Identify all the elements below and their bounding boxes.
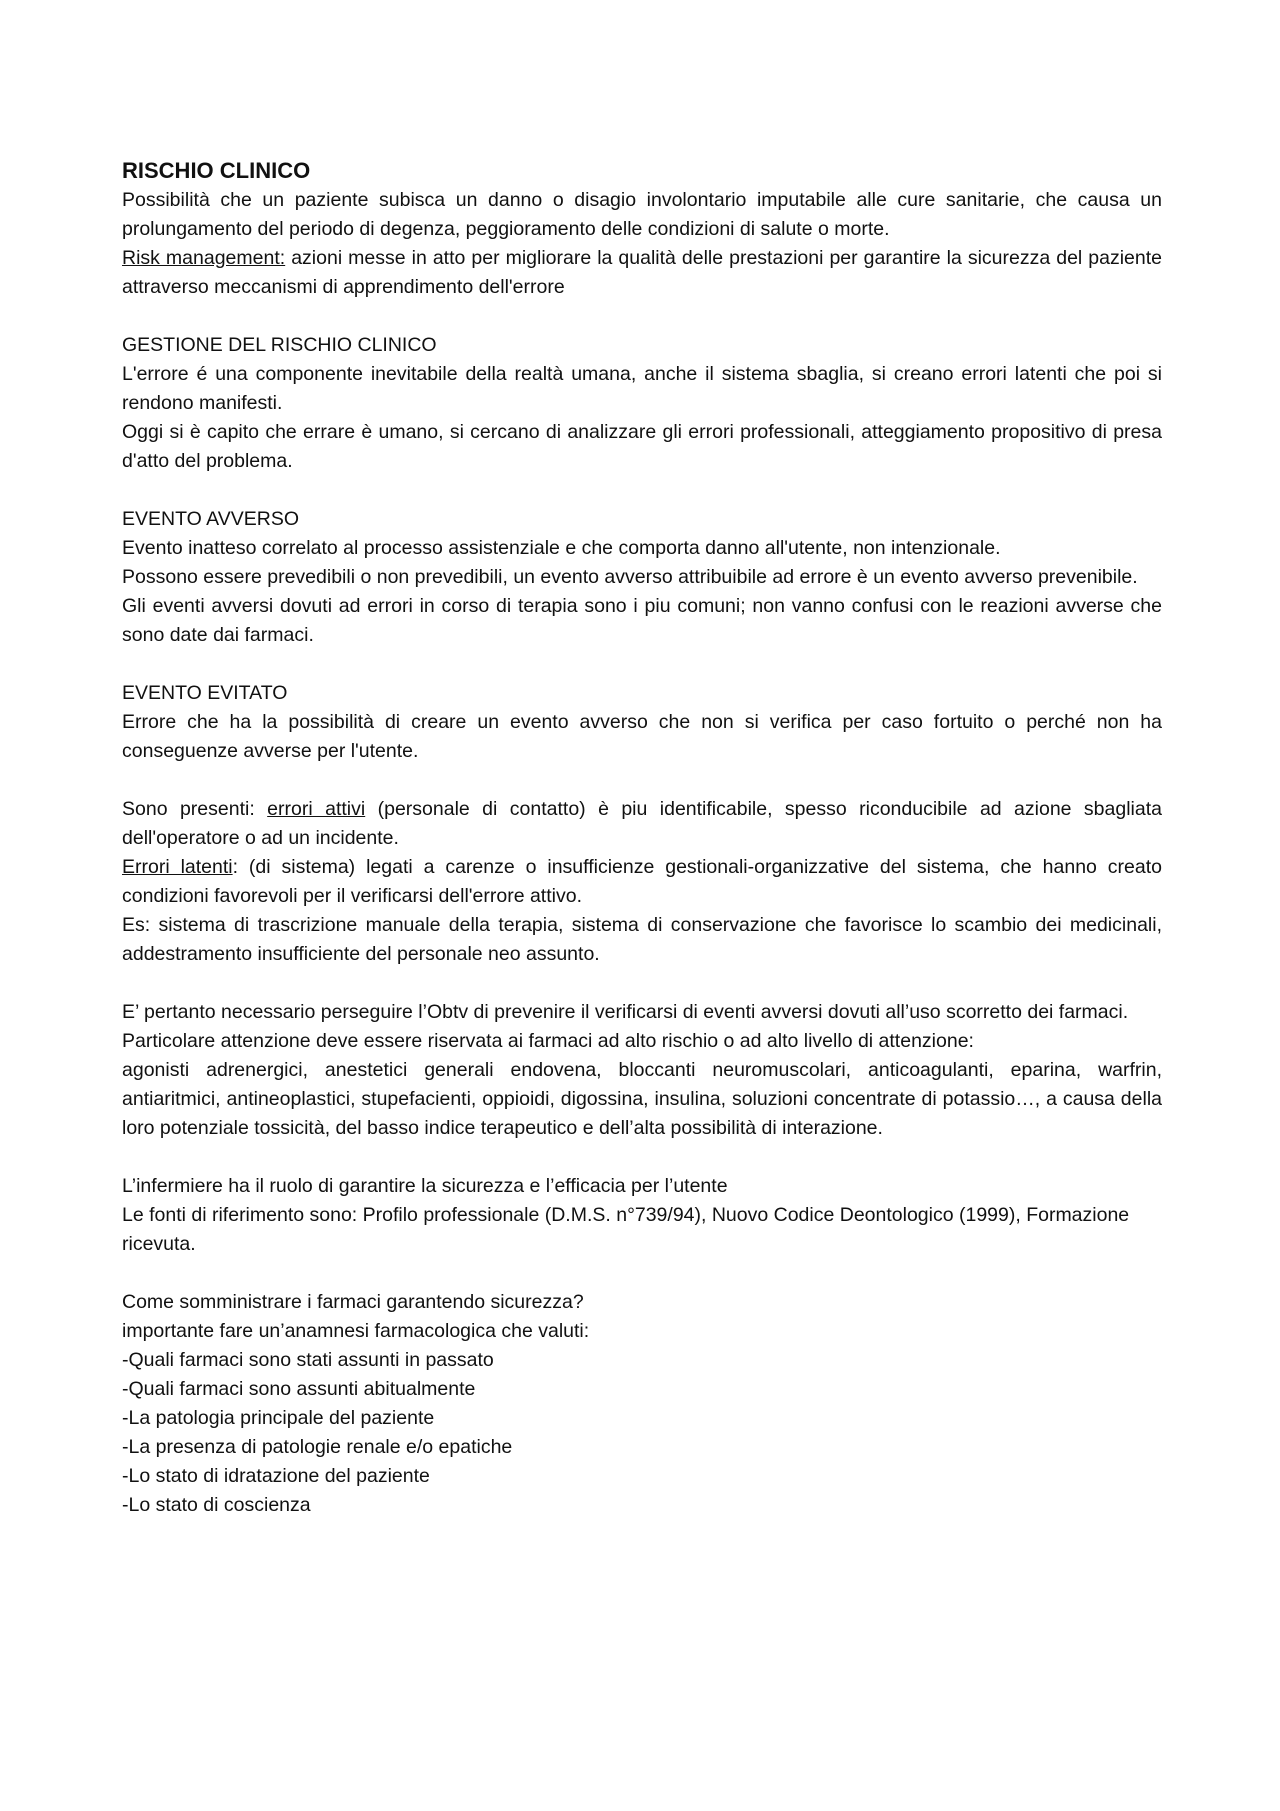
section-errori (122, 795, 1162, 969)
paragraph-errori-attivi (122, 795, 1162, 853)
paragraph: Gli eventi avversi dovuti ad errori in corso di terapia sono i piu comuni; non vanno confusi con le reazioni avverse che sono date dai farmaci. (122, 595, 1162, 646)
paragraph: Evento inatteso correlato al processo assistenziale e che comporta danno all'utente, non intenzionale. (122, 537, 1001, 559)
paragraph: L'errore é una componente inevitabile della realtà umana, anche il sistema sbaglia, si creano errori latenti che poi si rendono manifesti. (122, 363, 1162, 414)
paragraph: agonisti adrenergici, anestetici generali endovena, bloccanti neuromuscolari, anticoagulanti, eparina, warfrin, antiaritmici, antineoplastici, stupefacienti, oppioidi, digossina, insulina, soluzioni concentrate di potassio…, a causa della loro potenziale tossicità, del basso indice terapeutico e dell’alta possibilità di interazione. (122, 1059, 1162, 1139)
paragraph: E’ pertanto necessario perseguire l’Obtv di prevenire il verificarsi di eventi avversi dovuti all’uso scorretto dei farmaci. (122, 1001, 1129, 1023)
risk-management-text: azioni messe in atto per migliorare la qualità delle prestazioni per garantire la sicurezza del paziente attraverso meccanismi di apprendimento dell'errore (122, 247, 1162, 298)
list-item: -Quali farmaci sono stati assunti in passato (122, 1349, 494, 1371)
risk-management-label: Risk management: (122, 247, 286, 269)
page-title: RISCHIO CLINICO (122, 158, 311, 183)
paragraph: Possibilità che un paziente subisca un danno o disagio involontario imputabile alle cure sanitarie, che causa un prolungamento del periodo di degenza, peggioramento delle condizioni di salute o morte. (122, 189, 1162, 240)
anamnesi-list (122, 1346, 1162, 1520)
errori-latenti-text: : (di sistema) legati a carenze o insufficienze gestionali-organizzative del sistema, che hanno creato condizioni favorevoli per il verificarsi dell'errore attivo. (122, 856, 1162, 907)
paragraph-errori-latenti (122, 853, 1162, 911)
paragraph: L’infermiere ha il ruolo di garantire la sicurezza e l’efficacia per l’utente (122, 1175, 728, 1197)
section-somministrare (122, 1288, 1162, 1520)
list-item: -La patologia principale del paziente (122, 1407, 435, 1429)
errori-latenti-label: Errori latenti (122, 856, 233, 878)
section-gestione (122, 331, 1162, 476)
paragraph: Errore che ha la possibilità di creare un evento avverso che non si verifica per caso fortuito o perché non ha conseguenze avverse per l'utente. (122, 711, 1162, 762)
list-item: -Quali farmaci sono assunti abitualmente (122, 1378, 476, 1400)
section-infermiere (122, 1172, 1162, 1259)
section-heading: EVENTO EVITATO (122, 682, 288, 704)
errori-attivi-text: (personale di contatto) è piu identificabile, spesso riconducibile ad azione sbagliata dell'operatore o ad un incidente. (122, 798, 1162, 849)
document-page (122, 156, 1162, 1549)
paragraph: Come somministrare i farmaci garantendo sicurezza? (122, 1291, 584, 1313)
paragraph: Particolare attenzione deve essere riservata ai farmaci ad alto rischio o ad alto livello di attenzione: (122, 1030, 974, 1052)
section-heading: GESTIONE DEL RISCHIO CLINICO (122, 334, 437, 356)
section-obtv (122, 998, 1162, 1143)
list-item: -Lo stato di idratazione del paziente (122, 1465, 430, 1487)
section-evento-evitato (122, 679, 1162, 766)
section-rischio-clinico (122, 156, 1162, 302)
section-heading: EVENTO AVVERSO (122, 508, 300, 530)
paragraph: Es: sistema di trascrizione manuale della terapia, sistema di conservazione che favorisce lo scambio dei medicinali, addestramento insufficiente del personale neo assunto. (122, 914, 1162, 965)
paragraph: importante fare un’anamnesi farmacologica che valuti: (122, 1320, 590, 1342)
paragraph: Possono essere prevedibili o non prevedibili, un evento avverso attribuibile ad errore è un evento avverso prevenibile. (122, 566, 1138, 588)
paragraph: Le fonti di riferimento sono: Profilo professionale (D.M.S. n°739/94), Nuovo Codice Deontologico (1999), Formazione ricevuta. (122, 1204, 1130, 1255)
paragraph-risk-management (122, 244, 1162, 302)
errori-attivi-label: errori attivi (267, 798, 366, 820)
errori-intro: Sono presenti: (122, 798, 268, 820)
paragraph: Oggi si è capito che errare è umano, si cercano di analizzare gli errori professionali, atteggiamento propositivo di presa d'atto del problema. (122, 421, 1162, 472)
list-item: -Lo stato di coscienza (122, 1494, 311, 1516)
section-evento-avverso (122, 505, 1162, 650)
list-item: -La presenza di patologie renale e/o epatiche (122, 1436, 513, 1458)
